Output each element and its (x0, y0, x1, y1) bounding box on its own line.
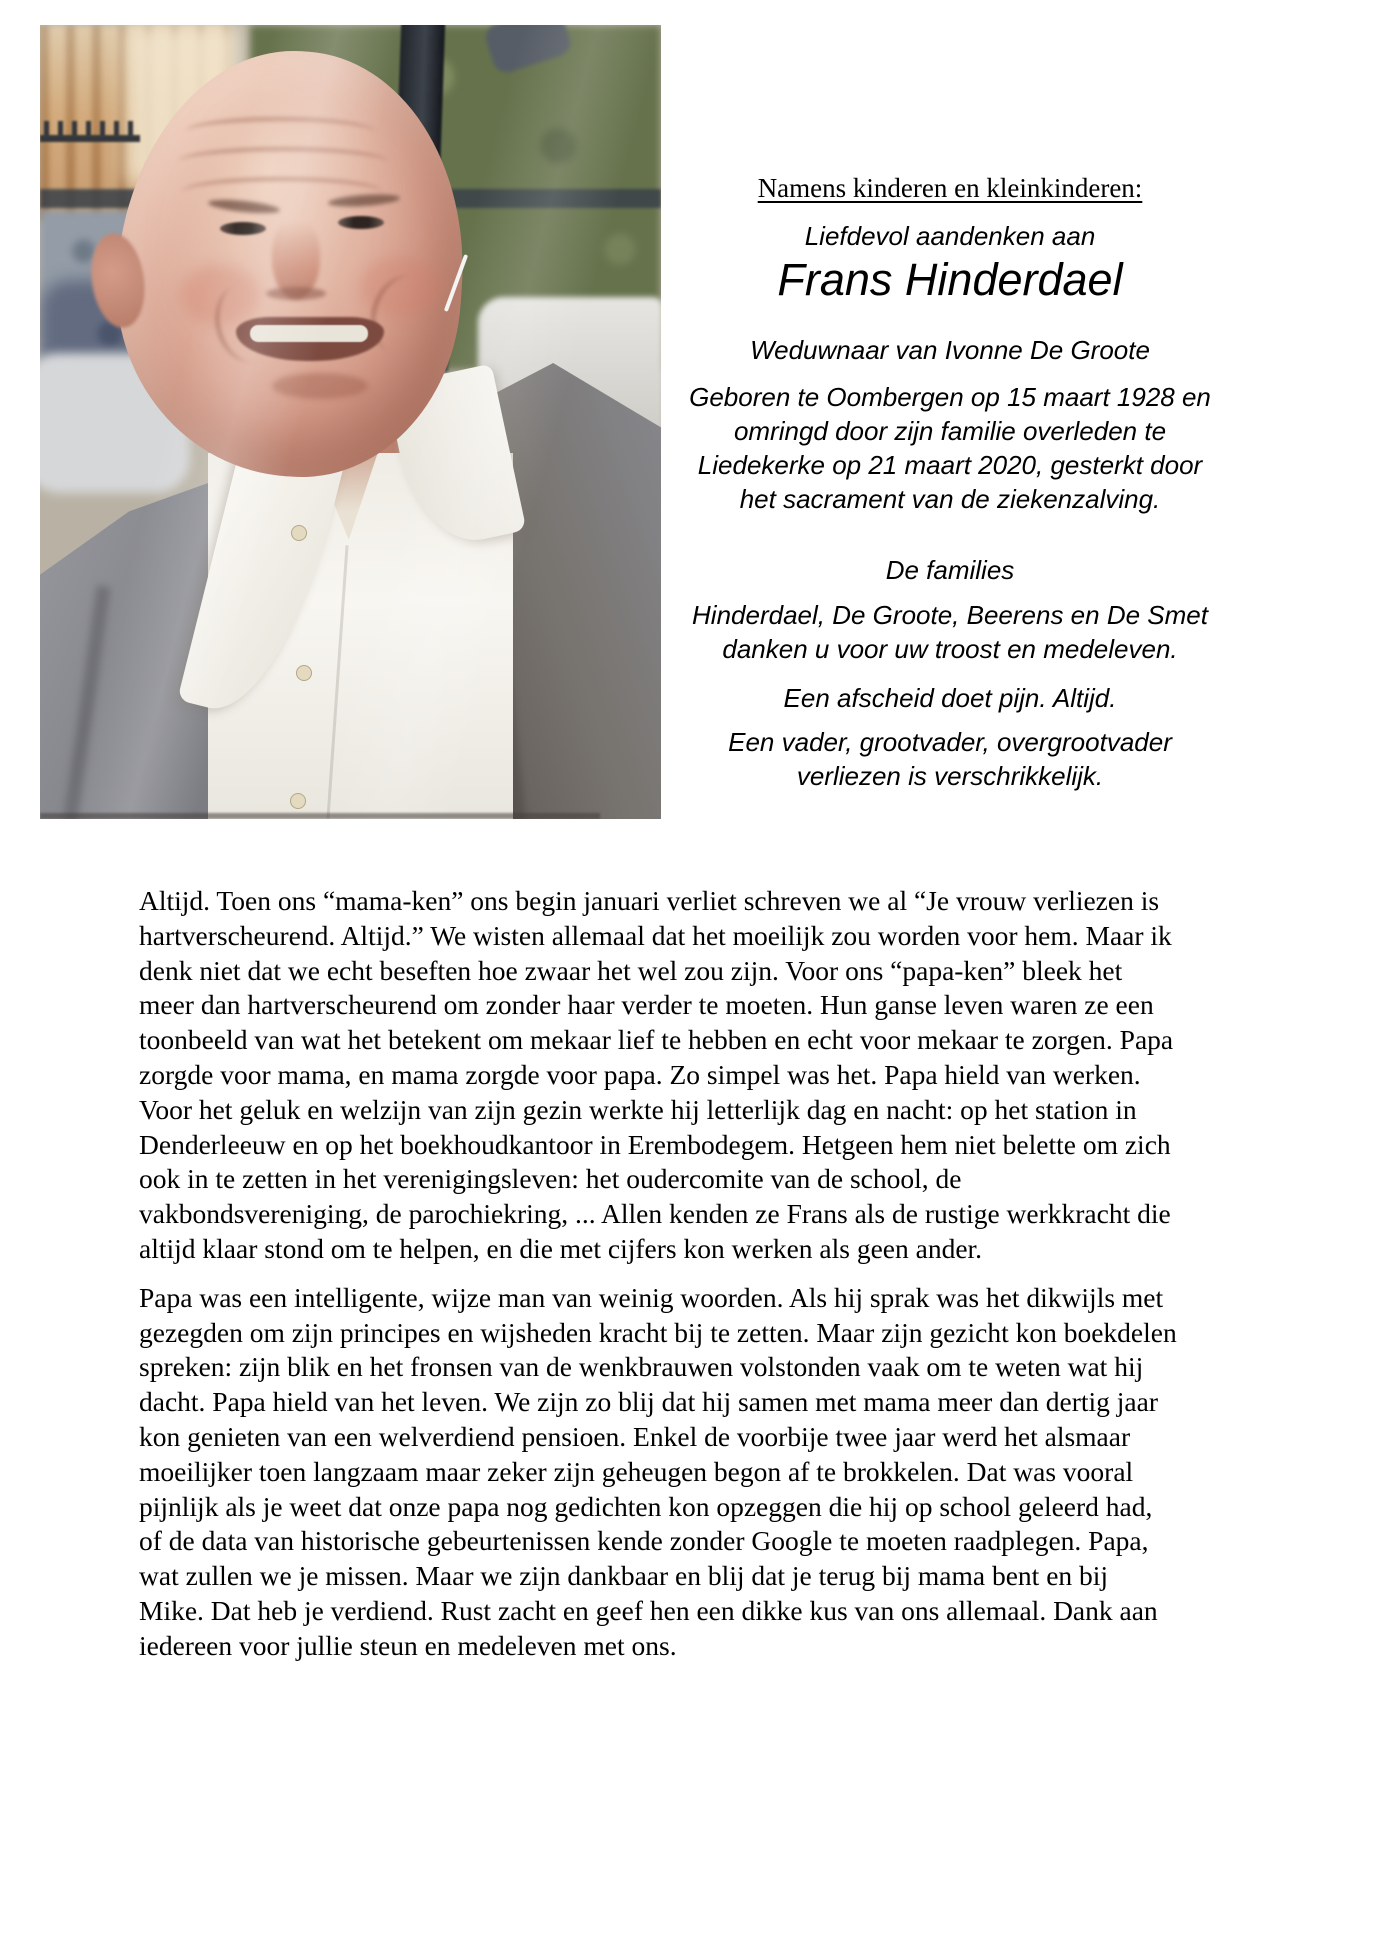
memorial-subheading: Liefdevol aandenken aan (804, 221, 1096, 251)
text-line: omringd door zijn familie overleden te (733, 416, 1167, 446)
eulogy-paragraph-1 (139, 884, 1249, 1267)
text-line: Denderleeuw en op het boekhoudkantoor in Erembodegem. Hetgeen hem niet belette om zich (139, 1128, 1171, 1160)
widower-line: Weduwnaar van Ivonne De Groote (750, 335, 1150, 365)
text-line: kon genieten van een welverdiend pensioen. Enkel de voorbije twee jaar werd het alsmaar (139, 1420, 1131, 1452)
portrait-photo (40, 25, 661, 819)
text-line: Papa was een intelligente, wijze man van weinig woorden. Als hij sprak was het dikwijls met (139, 1281, 1164, 1313)
text-line: gezegden om zijn principes en wijsheden kracht bij te zetten. Maar zijn gezicht kon boekdelen (139, 1316, 1177, 1348)
text-line: altijd klaar stond om te helpen, en die met cijfers kon werken als geen ander. (139, 1232, 983, 1264)
text-line: of de data van historische gebeurtenissen kende zonder Google te moeten raadplegen. Papa, (139, 1525, 1149, 1557)
farewell-line: Een afscheid doet pijn. Altijd. (783, 683, 1117, 713)
photo-bottom-edge-shadow (40, 813, 600, 819)
memorial-card-text (650, 0, 1250, 819)
life-details (650, 380, 1250, 516)
text-line: moeilijker toen langzaam maar zeker zijn geheugen begon af te brokkelen. Dat was vooral (139, 1455, 1134, 1487)
window-glass-reflection (40, 25, 661, 819)
text-line: wat zullen we je missen. Maar we zijn dankbaar en blij dat je terug bij mama bent en bij (139, 1560, 1109, 1592)
text-line: Een vader, grootvader, overgrootvader (728, 727, 1172, 757)
text-line: Mike. Dat heb je verdiend. Rust zacht en geef hen een dikke kus van ons allemaal. Dank aan (139, 1594, 1158, 1626)
text-line: vakbondsvereniging, de parochiekring, ... Allen kenden ze Frans als de rustige werkkracht die (139, 1198, 1171, 1230)
text-line: danken u voor uw troost en medeleven. (722, 634, 1178, 664)
text-line: ook in te zetten in het verenigingsleven: het oudercomite van de school, de (139, 1163, 962, 1195)
text-line: denk niet dat we echt beseften hoe zwaar het wel zou zijn. Voor ons “papa-ken” bleek het (139, 954, 1123, 986)
eulogy-paragraph-2 (139, 1281, 1249, 1664)
text-line: Altijd. Toen ons “mama-ken” ons begin januari verliet schreven we al “Je vrouw verliezen is (139, 885, 1160, 916)
text-line: toonbeeld van wat het betekent om mekaar lief te hebben en echt voor mekaar te zorgen. Papa (139, 1024, 1174, 1056)
text-line: Geboren te Oombergen op 15 maart 1928 en (689, 382, 1211, 412)
text-line: Liedekerke op 21 maart 2020, gesterkt door (697, 450, 1203, 480)
text-line: dacht. Papa hield van het leven. We zijn zo blij dat hij samen met mama meer dan dertig jaar (139, 1386, 1159, 1418)
families-intro: De families (885, 555, 1015, 585)
text-line: spreken: zijn blik en het fronsen van de wenkbrauwen volstonden vaak om te weten wat hij (139, 1351, 1144, 1383)
memorial-heading: Namens kinderen en kleinkinderen: (757, 173, 1143, 203)
text-line: het sacrament van de ziekenzalving. (739, 484, 1161, 514)
families-thanks (650, 598, 1250, 666)
text-line: verliezen is verschrikkelijk. (796, 761, 1104, 791)
eulogy-text (139, 884, 1249, 1664)
text-line: iedereen voor jullie steun en medeleven met ons. (139, 1629, 677, 1661)
text-line: meer dan hartverscheurend om zonder haar verder te moeten. Hun ganse leven waren ze een (139, 989, 1154, 1021)
deceased-name: Frans Hinderdael (777, 254, 1123, 305)
text-line: hartverscheurend. Altijd.” We wisten allemaal dat het moeilijk zou worden voor hem. Maar ik (139, 919, 1172, 951)
text-line: pijnlijk als je weet dat onze papa nog gedichten kon opzeggen die hij op school geleerd had, (139, 1490, 1153, 1522)
text-line: Hinderdael, De Groote, Beerens en De Smet (692, 600, 1208, 630)
loss-lines (650, 725, 1250, 793)
text-line: zorgde voor mama, en mama zorgde voor papa. Zo simpel was het. Papa hield van werken. (139, 1058, 1141, 1090)
text-line: Voor het geluk en welzijn van zijn gezin werkte hij letterlijk dag en nacht: op het station in (139, 1093, 1137, 1125)
